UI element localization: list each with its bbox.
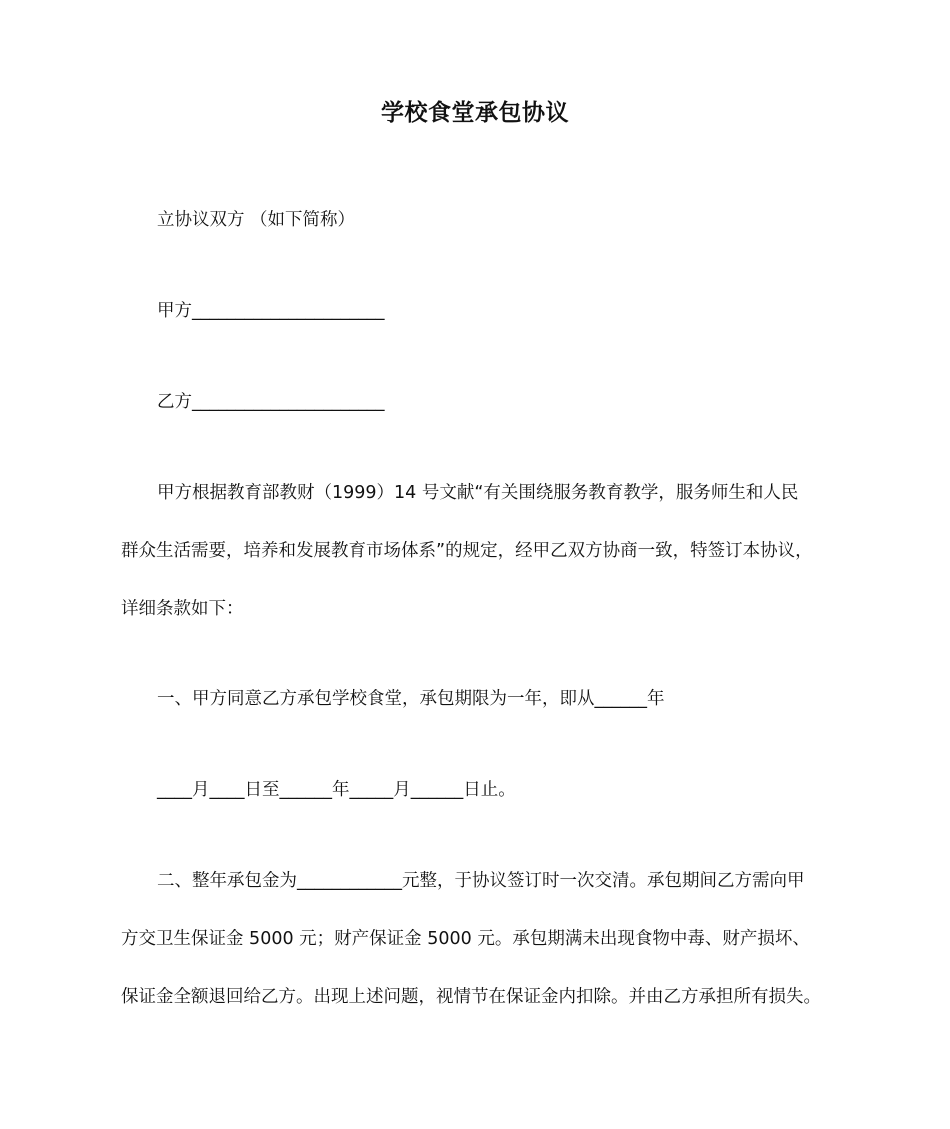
clause-2-line-1: 二、整年承包金为____________元整，于协议签订时一次交清。承包期间乙方需向甲 xyxy=(157,871,805,891)
party-a-line: 甲方______________________ xyxy=(157,301,385,321)
party-b-line: 乙方______________________ xyxy=(157,392,385,412)
clause-1-line-1: 一、甲方同意乙方承包学校食堂，承包期限为一年，即从______年 xyxy=(157,689,665,709)
preamble-line-1: 甲方根据教育部教财（1999）14 号文献“有关围绕服务教育教学，服务师生和人民 xyxy=(157,483,799,503)
document-title: 学校食堂承包协议 xyxy=(381,100,569,126)
clause-1-line-2: ____月____日至______年_____月______日止。 xyxy=(157,780,516,800)
clause-2-line-3: 保证金全额退回给乙方。出现上述问题，视情节在保证金内扣除。并由乙方承担所有损失。 xyxy=(121,987,821,1007)
preamble-line-3: 详细条款如下： xyxy=(121,599,244,619)
preamble-line-2: 群众生活需要，培养和发展教育市场体系”的规定，经甲乙双方协商一致，特签订本协议， xyxy=(121,541,813,561)
clause-2-line-2: 方交卫生保证金 5000 元；财产保证金 5000 元。承包期满未出现食物中毒、财产损坏、 xyxy=(121,929,810,949)
parties-intro: 立协议双方 （如下简称） xyxy=(157,210,356,230)
